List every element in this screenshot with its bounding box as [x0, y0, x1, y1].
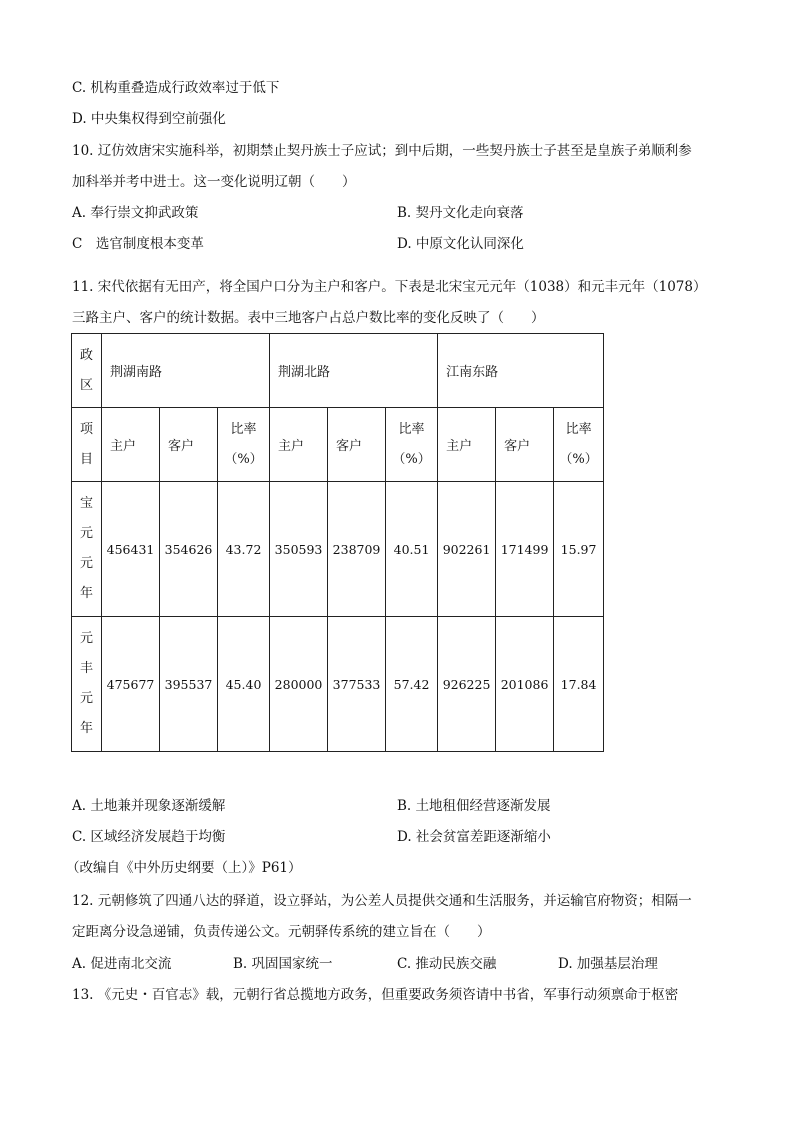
- region-header-cell: 政 区: [72, 334, 102, 408]
- table-cell: 45.40: [218, 617, 270, 752]
- item-header-cell: 项 目: [72, 408, 102, 482]
- table-cell: 57.42: [386, 617, 438, 752]
- table-cell: 280000: [270, 617, 328, 752]
- table-cell: 456431: [102, 482, 160, 617]
- q10-stem-line-1: 10. 辽仿效唐宋实施科举，初期禁止契丹族士子应试；到中后期，一些契丹族士子甚至是皇族子弟顺利参: [72, 143, 692, 159]
- year-yuanfeng: 元 丰 元 年: [72, 617, 102, 752]
- table-cell: 43.72: [218, 482, 270, 617]
- q12-stem-line-2: 定距离分设急递铺，负责传递公文。元朝驿传系统的建立旨在（ ）: [72, 924, 491, 940]
- q11-option-d: D. 社会贫富差距逐渐缩小: [397, 829, 551, 845]
- table-cell: 926225: [438, 617, 496, 752]
- table-cell: 354626: [160, 482, 218, 617]
- col-rate: 比率 （%）: [386, 408, 438, 482]
- table-cell: 238709: [328, 482, 386, 617]
- region-hubei: 荆湖北路: [270, 334, 438, 408]
- table-cell: 902261: [438, 482, 496, 617]
- col-rate: 比率 （%）: [554, 408, 604, 482]
- region-jiangnandong: 江南东路: [438, 334, 604, 408]
- q10-option-c: C 选官制度根本变革: [72, 236, 204, 252]
- table-cell: 395537: [160, 617, 218, 752]
- q11-source-note: （改编自《中外历史纲要（上）》P61）: [66, 860, 302, 876]
- col-guest-households: 客户: [328, 408, 386, 482]
- table-cell: 350593: [270, 482, 328, 617]
- col-main-households: 主户: [102, 408, 160, 482]
- q11-option-a: A. 土地兼并现象逐渐缓解: [72, 798, 226, 814]
- q10-option-b: B. 契丹文化走向衰落: [397, 205, 524, 221]
- col-guest-households: 客户: [160, 408, 218, 482]
- q12-option-d: D. 加强基层治理: [558, 956, 658, 972]
- q12-option-c: C. 推动民族交融: [397, 956, 497, 972]
- q11-stem-line-1: 11. 宋代依据有无田产，将全国户口分为主户和客户。下表是北宋宝元元年（1038）和元丰元年（1078）: [72, 279, 707, 295]
- q12-stem-line-1: 12. 元朝修筑了四通八达的驿道，设立驿站，为公差人员提供交通和生活服务，并运输官府物资；相隔一: [72, 893, 692, 909]
- table-cell: 475677: [102, 617, 160, 752]
- col-guest-households: 客户: [496, 408, 554, 482]
- table-cell: 17.84: [554, 617, 604, 752]
- table-cell: 171499: [496, 482, 554, 617]
- year-baoyuan: 宝 元 元 年: [72, 482, 102, 617]
- table-cell: 15.97: [554, 482, 604, 617]
- region-hunan: 荆湖南路: [102, 334, 270, 408]
- q10-stem-line-2: 加科举并考中进士。这一变化说明辽朝（ ）: [72, 174, 356, 190]
- table-cell: 377533: [328, 617, 386, 752]
- q12-option-b: B. 巩固国家统一: [233, 956, 333, 972]
- q9-option-c: C. 机构重叠造成行政效率过于低下: [72, 80, 280, 96]
- q11-stem-line-2: 三路主户、客户的统计数据。表中三地客户占总户数比率的变化反映了（ ）: [72, 310, 545, 326]
- table-row: [72, 482, 604, 617]
- q10-option-a: A. 奉行崇文抑武政策: [72, 205, 199, 221]
- col-main-households: 主户: [270, 408, 328, 482]
- q10-option-d: D. 中原文化认同深化: [397, 236, 524, 252]
- q11-option-c: C. 区域经济发展趋于均衡: [72, 829, 226, 845]
- q9-option-d: D. 中央集权得到空前强化: [72, 111, 226, 127]
- col-main-households: 主户: [438, 408, 496, 482]
- q13-stem-line-1: 13. 《元史・百官志》载，元朝行省总揽地方政务，但重要政务须咨请中书省，军事行动须禀命于枢密: [72, 987, 679, 1003]
- table-cell: 40.51: [386, 482, 438, 617]
- col-rate: 比率 （%）: [218, 408, 270, 482]
- household-stats-table: [71, 333, 604, 752]
- table-cell: 201086: [496, 617, 554, 752]
- table-row-regions: [72, 334, 604, 408]
- q12-option-a: A. 促进南北交流: [72, 956, 172, 972]
- q11-option-b: B. 土地租佃经营逐渐发展: [397, 798, 551, 814]
- table-row: [72, 617, 604, 752]
- table-row-columns: [72, 408, 604, 482]
